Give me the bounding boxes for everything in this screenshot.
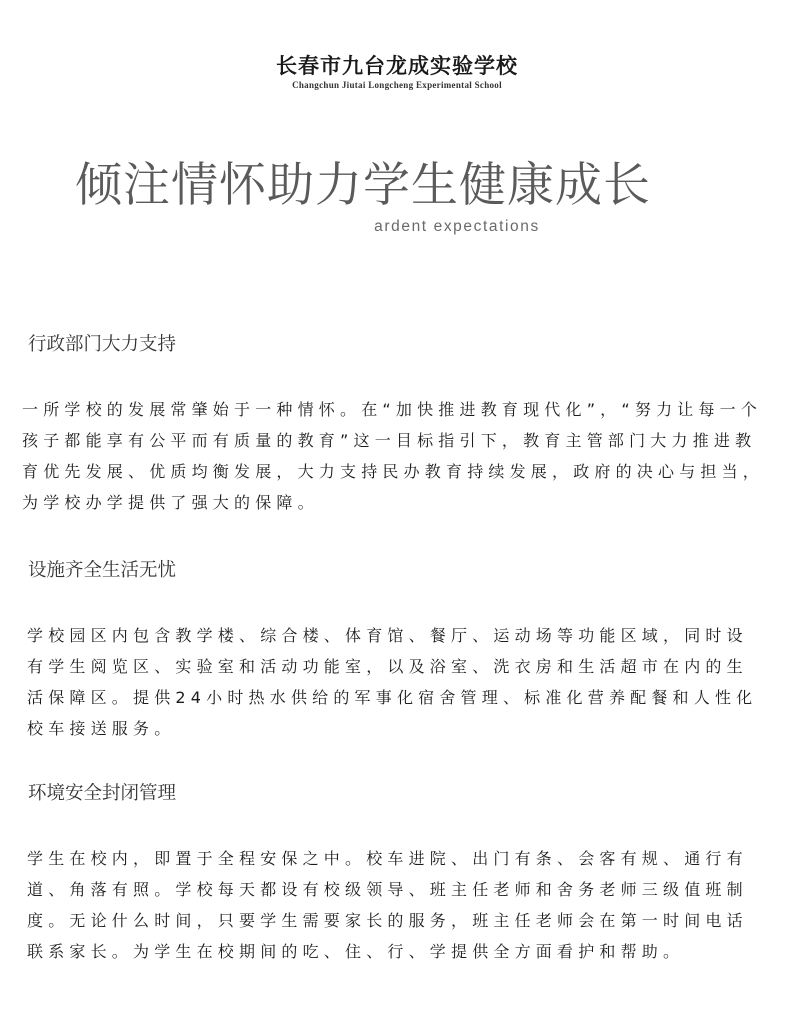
page-title: 倾注情怀助力学生健康成长	[75, 158, 651, 213]
section-heading: 行政部门大力支持	[28, 334, 177, 355]
section-heading: 环境安全封闭管理	[28, 783, 177, 804]
section-body: 一所学校的发展常肇始于一种情怀。在“加快推进教育现代化”，“努力让每一个孩子都能享有公平而有质量的教育”这一目标指引下，教育主管部门大力推进教育优先发展、优质均衡发展，大力支持民办教育持续发展，政府的决心与担当，为学校办学提供了强大的保障。	[22, 400, 765, 512]
school-name-cn: 长春市九台龙成实验学校	[276, 53, 518, 78]
section-body: 学生在校内，即置于全程安保之中。校车进院、出门有条、会客有规、通行有道、角落有照。学校每天都设有校级领导、班主任老师和舍务老师三级值班制度。无论什么时间，只要学生需要家长的服务，班主任老师会在第一时间电话联系家长。为学生在校期间的吃、住、行、学提供全方面看护和帮助。	[27, 849, 748, 961]
section-body: 学校园区内包含教学楼、综合楼、体育馆、餐厅、运动场等功能区域，同时设有学生阅览区、实验室和活动功能室，以及浴室、洗衣房和生活超市在内的生活保障区。提供24小时热水供给的军事化宿舍管理、标准化营养配餐和人性化校车接送服务。	[27, 626, 758, 738]
school-name-en: Changchun Jiutai Longcheng Experimental School	[292, 80, 502, 90]
page-subtitle: ardent expectations	[374, 218, 540, 235]
section-heading: 设施齐全生活无忧	[28, 560, 177, 581]
